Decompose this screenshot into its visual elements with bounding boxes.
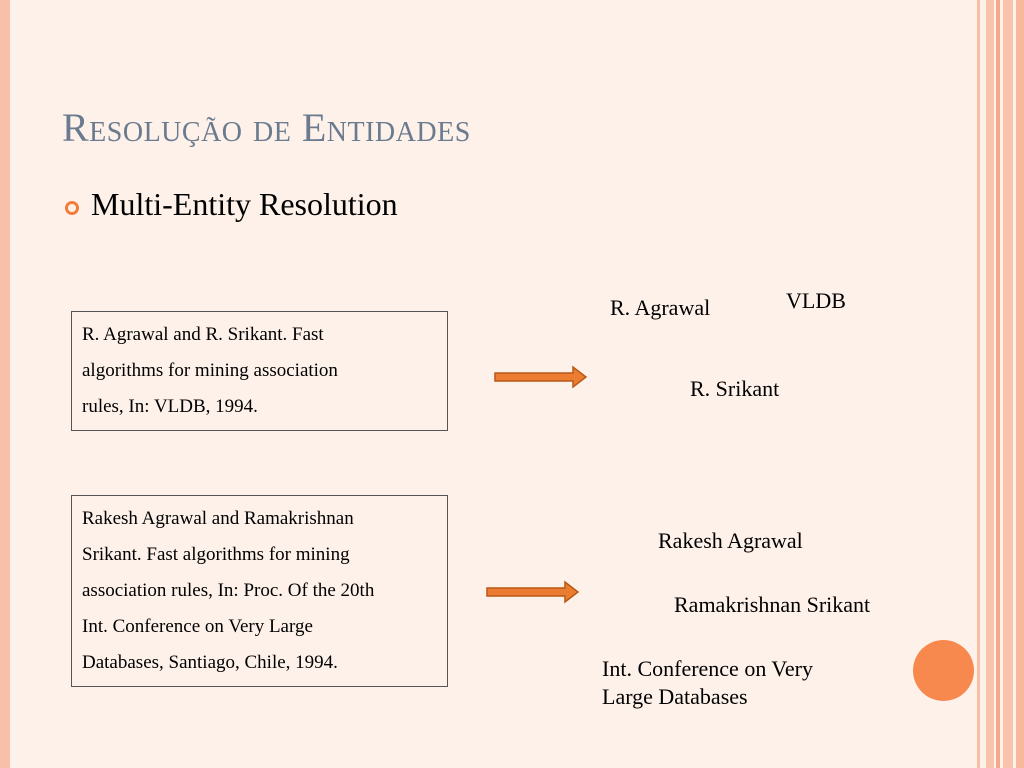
- reference-line: Int. Conference on Very Large: [82, 616, 313, 637]
- reference-line: association rules, In: Proc. Of the 20th: [82, 580, 375, 601]
- reference-line: Databases, Santiago, Chile, 1994.: [82, 652, 338, 673]
- entity-venue-line: Int. Conference on Very: [602, 656, 813, 681]
- entity-author: R. Srikant: [690, 376, 780, 401]
- entity-venue-line: Large Databases: [602, 684, 748, 709]
- entity-author: Ramakrishnan Srikant: [674, 592, 871, 617]
- right-decor-stripe: [1016, 0, 1024, 768]
- bullet-item: Multi-Entity Resolution: [91, 186, 398, 222]
- right-decor-stripe: [996, 0, 1000, 768]
- decor-circle: [913, 640, 974, 701]
- left-decor-stripe: [0, 0, 10, 768]
- right-arrow-icon: [485, 579, 581, 605]
- reference-line: rules, In: VLDB, 1994.: [82, 396, 258, 417]
- slide-title: Resolução de Entidades: [62, 105, 471, 150]
- right-arrow-icon: [493, 364, 589, 390]
- right-decor-stripe: [977, 0, 980, 768]
- reference-box-2: [71, 495, 448, 687]
- reference-line: Rakesh Agrawal and Ramakrishnan: [82, 508, 354, 529]
- entity-venue: VLDB: [786, 288, 846, 313]
- bullet-circle-icon: [65, 201, 79, 215]
- reference-line: R. Agrawal and R. Srikant. Fast: [82, 324, 324, 345]
- reference-line: algorithms for mining association: [82, 360, 338, 381]
- right-decor-stripe: [1003, 0, 1013, 768]
- entity-author: Rakesh Agrawal: [658, 528, 803, 553]
- reference-box-1: [71, 311, 448, 431]
- right-decor-stripe: [986, 0, 994, 768]
- entity-author: R. Agrawal: [610, 295, 711, 320]
- reference-line: Srikant. Fast algorithms for mining: [82, 544, 350, 565]
